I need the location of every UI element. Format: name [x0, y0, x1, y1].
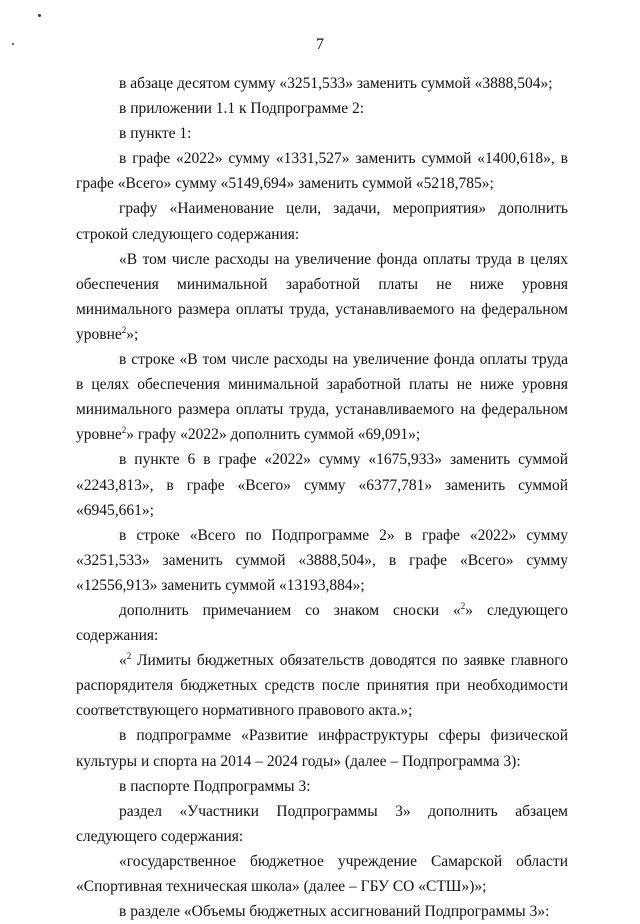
paragraph-text: Лимиты бюджетных обязательств доводятся по заявке главного распорядителя бюджетных средств после принятия при необходимости соответствующего нормативного правового акта.»;: [76, 652, 568, 720]
paragraph: раздел «Участники Подпрограммы 3» дополнить абзацем следующего содержания:: [76, 802, 568, 845]
paragraph: в разделе «Объемы бюджетных ассигнований Подпрограммы 3»:: [119, 903, 550, 921]
footnote-mark: 2: [121, 425, 127, 436]
paragraph: в строке «Всего по Подпрограмме 2» в графе «2022» сумму «3251,533» заменить суммой «3888,504», в графе «Всего» сумму «12556,913» заменить суммой «13193,884»;: [76, 526, 568, 594]
paragraph: [76, 247, 568, 347]
paragraph: «государственное бюджетное учреждение Самарской области «Спортивная техническая школа» (далее – ГБУ СО «СТШ»)»;: [76, 852, 568, 895]
page-number: 7: [316, 36, 324, 53]
footnote-mark: 2: [121, 324, 127, 335]
footnote-mark: 2: [460, 600, 466, 611]
footnote-mark: 2: [126, 651, 132, 661]
paragraph: в пункте 6 в графе «2022» сумму «1675,933» заменить суммой «2243,813», в графе «Всего» сумму «6377,781» заменить суммой «6945,661»;: [76, 451, 568, 519]
paragraph-text: «В том числе расходы на увеличение фонда оплаты труда в целях обеспечения минимальной заработной платы не ниже уровня минимального размера оплаты труда, устанавливаемого на федеральном уровне: [76, 250, 568, 343]
paragraph: в пункте 1:: [119, 125, 192, 143]
paragraph-text: » следующего содержания:: [76, 601, 568, 645]
document-body: [76, 71, 568, 924]
paragraph-text: » графу «2022» дополнить суммой «69,091»;: [126, 426, 421, 444]
paragraph: в абзаце десятом сумму «3251,533» заменить суммой «3888,504»;: [119, 75, 553, 92]
paragraph: [76, 598, 568, 648]
paragraph: в графе «2022» сумму «1331,527» заменить суммой «1400,618», в графе «Всего» сумму «5149,694» заменить суммой «5218,785»;: [76, 150, 568, 193]
paragraph-text: »;: [126, 325, 139, 343]
paragraph: графу «Наименование цели, задачи, мероприятия» дополнить строкой следующего содержания:: [76, 200, 568, 243]
paragraph: в приложении 1.1 к Подпрограмме 2:: [119, 100, 365, 118]
paragraph: в паспорте Подпрограммы 3:: [119, 777, 311, 795]
paragraph: в подпрограмме «Развитие инфраструктуры сферы физической культуры и спорта на 2014 – 2024 годы» (далее – Подпрограмма 3):: [76, 727, 568, 770]
paragraph-text: «: [119, 652, 127, 670]
paragraph: [76, 648, 568, 723]
paragraph-text: дополнить примечанием со знаком сноски «: [119, 601, 461, 619]
paragraph: [76, 347, 568, 447]
paragraph-text: в строке «В том числе расходы на увеличение фонда оплаты труда в целях обеспечения минимальной заработной платы не ниже уровня минимального размера оплаты труда, устанавливаемого на федеральном уровне: [76, 351, 568, 444]
scan-speck-mark: [38, 14, 41, 17]
